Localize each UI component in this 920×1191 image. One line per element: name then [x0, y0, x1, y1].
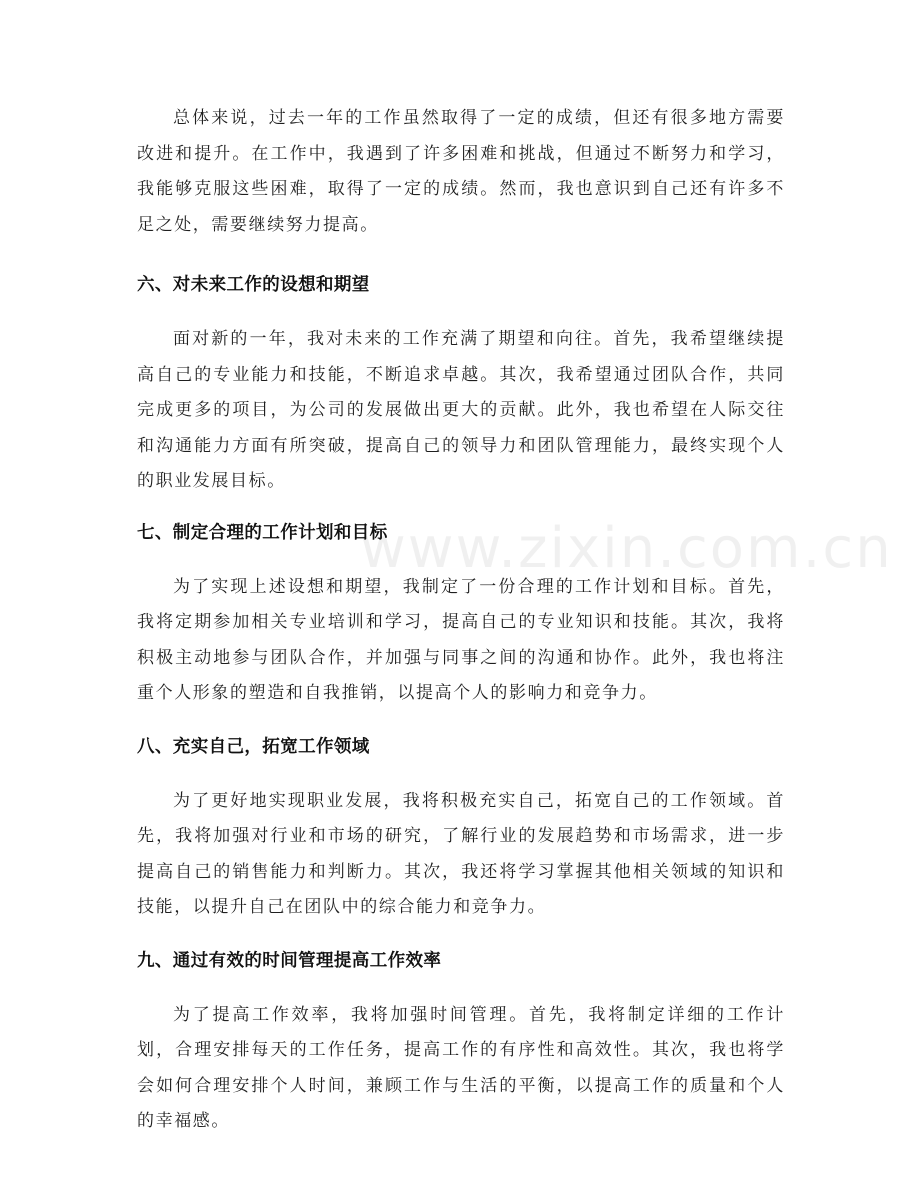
section-heading-9: 九、通过有效的时间管理提高工作效率	[137, 950, 442, 971]
paragraph-section-9: 为了提高工作效率，我将加强时间管理。首先，我将制定详细的工作计划，合理安排每天的工作任务，提高工作的有序性和高效性。其次，我也将学会如何合理安排个人时间，兼顾工作与生活的平衡，以提高工作的质量和个人的幸福感。	[137, 1004, 785, 1131]
paragraph-section-6: 面对新的一年，我对未来的工作充满了期望和向往。首先，我希望继续提高自己的专业能力和技能，不断追求卓越。其次，我希望通过团队合作，共同完成更多的项目，为公司的发展做出更大的贡献。此外，我也希望在人际交往和沟通能力方面有所突破，提高自己的领导力和团队管理能力，最终实现个人的职业发展目标。	[137, 329, 785, 491]
section-heading-6: 六、对未来工作的设想和期望	[137, 275, 370, 295]
paragraph-section-7: 为了实现上述设想和期望，我制定了一份合理的工作计划和目标。首先，我将定期参加相关专业培训和学习，提高自己的专业知识和技能。其次，我将积极主动地参与团队合作，并加强与同事之间的沟通和协作。此外，我也将注重个人形象的塑造和自我推销，以提高个人的影响力和竞争力。	[137, 576, 785, 703]
paragraph-section-8: 为了更好地实现职业发展，我将积极充实自己，拓宽自己的工作领域。首先，我将加强对行业和市场的研究，了解行业的发展趋势和市场需求，进一步提高自己的销售能力和判断力。其次，我还将学习掌握其他相关领域的知识和技能，以提升自己在团队中的综合能力和竞争力。	[137, 790, 785, 917]
section-heading-8: 八、充实自己，拓宽工作领域	[137, 736, 370, 757]
section-heading-7: 七、制定合理的工作计划和目标	[137, 522, 388, 543]
paragraph-summary: 总体来说，过去一年的工作虽然取得了一定的成绩，但还有很多地方需要改进和提升。在工作中，我遇到了许多困难和挑战，但通过不断努力和学习，我能够克服这些困难，取得了一定的成绩。然而，我也意识到自己还有许多不足之处，需要继续努力提高。	[137, 108, 785, 235]
document-body	[137, 101, 785, 1140]
watermark-text: www.zixin.com.cn	[360, 516, 893, 581]
